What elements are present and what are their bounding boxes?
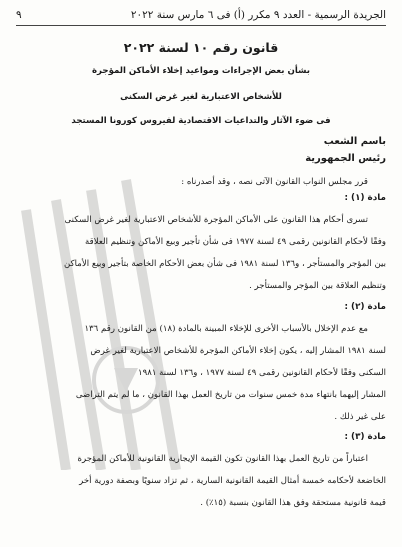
article-3-line-2: الخاضعة لأحكامه خمسة أمثال القيمة القانونية السارية ، ثم تزاد سنويًا وبصفة دورية أخر xyxy=(79,476,386,486)
law-title: قانون رقم ١٠ لسنة ٢٠٢٢ xyxy=(123,40,279,55)
article-1-heading: مادة (١) : xyxy=(344,193,386,203)
law-subtitle-line-1: بشأن بعض الإجراءات ومواعيد إخلاء الأماكن المؤجرة xyxy=(91,66,311,76)
law-subtitle-line-3: فى ضوء الآثار والتداعيات الاقتصادية لفيروس كورونا المستجد xyxy=(71,116,331,126)
article-2-heading: مادة (٢) : xyxy=(344,302,386,312)
article-3-line-3: قيمة قانونية مستحقة وفق هذا القانون بنسبة (١٥٪) . xyxy=(200,498,386,508)
article-1-line-1: تسرى أحكام هذا القانون على الأماكن المؤجرة للأشخاص الاعتبارية لغير غرض السكنى xyxy=(64,215,368,225)
article-2-line-1: مع عدم الإخلال بالأسباب الأخرى للإخلاء المبينة بالمادة (١٨) من القانون رقم ١٣٦ xyxy=(84,324,368,334)
page-number: ٩ xyxy=(16,9,22,21)
issuer-line-1: باسم الشعب xyxy=(323,136,386,147)
issuer-line-2: رئيس الجمهورية xyxy=(305,153,386,164)
article-3-line-1: اعتباراً من تاريخ العمل بهذا القانون تكون القيمة الإيجارية القانونية للأماكن المؤجرة xyxy=(77,454,368,464)
article-3-heading: مادة (٣) : xyxy=(344,432,386,442)
law-subtitle-line-2: للأشخاص الاعتبارية لغير غرض السكنى xyxy=(120,92,282,102)
article-2-body xyxy=(16,318,386,428)
header-title: الجريدة الرسمية - العدد ٩ مكرر (أ) فى ٦ مارس سنة ٢٠٢٢ xyxy=(130,9,386,21)
article-2-line-5: على غير ذلك . xyxy=(334,412,386,422)
page-header xyxy=(16,7,386,26)
article-2-line-3: السكنى وفقًا لأحكام القانونين رقمى ٤٩ لسنة ١٩٧٧ ، و١٣٦ لسنة ١٩٨١ xyxy=(137,368,386,378)
article-1-body xyxy=(16,209,386,297)
article-1-line-3: بين المؤجر والمستأجر ، و١٣٦ لسنة ١٩٨١ فى شأن بعض الأحكام الخاصة بتأجير وبيع الأماكن xyxy=(64,259,386,269)
preamble: قرر مجلس النواب القانون الآتى نصه ، وقد أصدرناه : xyxy=(181,177,368,187)
article-2-line-4: المشار إليهما بانتهاء مدة خمس سنوات من تاريخ العمل بهذا القانون ، ما لم يتم التراضى xyxy=(75,390,386,400)
article-1-line-4: وتنظيم العلاقة بين المؤجر والمستأجر . xyxy=(249,281,386,291)
article-1-line-2: وفقًا لأحكام القانونين رقمى ٤٩ لسنة ١٩٧٧ فى شأن تأجير وبيع الأماكن وتنظيم العلاقة xyxy=(85,237,386,247)
article-2-line-2: لسنة ١٩٨١ المشار إليه ، يكون إخلاء الأماكن المؤجرة للأشخاص الاعتبارية لغير غرض xyxy=(90,346,386,356)
article-3-body xyxy=(16,448,386,514)
